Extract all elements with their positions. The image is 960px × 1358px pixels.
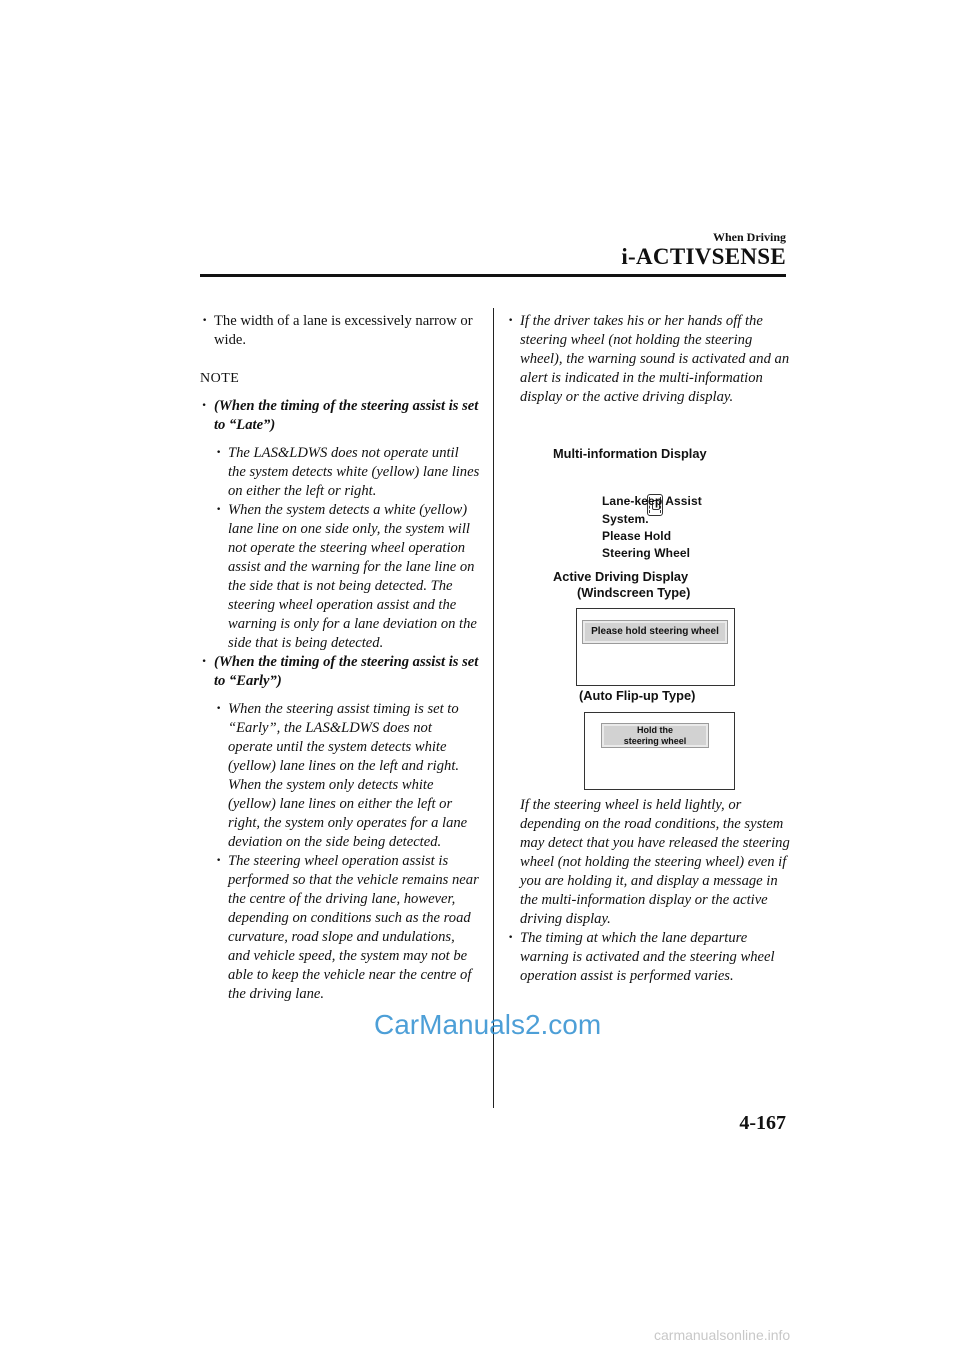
early-item-1: · When the steering assist timing is set to “Early”, the LAS&LDWS does not operate until the system detects white (yellow) lane lines on the left and right. When the system only detects white (yellow) lane lines on either the left or right, the system only operates for a lane deviation on the side being detected. [214, 700, 480, 852]
held-lightly-text: If the steering wheel is held lightly, or depending on the road conditions, the system may detect that you have released the steering wheel (not holding the steering wheel) even if you are holding it, and display a message in the multi-information display or the active driving display. [520, 797, 790, 927]
right-column-lower [506, 796, 791, 986]
windscreen-message: Please hold steering wheel [582, 620, 728, 644]
header-rule [200, 274, 786, 277]
chapter-title: i-ACTIVSENSE [621, 244, 786, 269]
watermark: CarManuals2.com [374, 1009, 602, 1040]
windscreen-display [576, 608, 735, 686]
section-label: When Driving [712, 230, 786, 244]
page-number: 4-167 [739, 1112, 786, 1134]
add-label: Active Driving Display [553, 569, 689, 584]
windscreen-label: (Windscreen Type) [577, 585, 691, 600]
early-heading: · (When the timing of the steering assist is set to “Early”) [200, 653, 480, 691]
flipup-message [601, 723, 709, 748]
site-watermark: carmanualsonline.info [654, 1327, 791, 1343]
flipup-line-2: steering wheel [623, 736, 687, 746]
hands-off-bullet: · If the driver takes his or her hands off the steering wheel (not holding the steering wheel), the warning sound is activated and an alert is indicated in the multi-information display or the active driving display. [506, 312, 791, 407]
late-heading: · (When the timing of the steering assist is set to “Late”) [200, 397, 480, 435]
lane-width-bullet: · The width of a lane is excessively narrow or wide. [200, 312, 480, 350]
mid-line-2: System. [602, 512, 649, 526]
late-item-1: · The LAS&LDWS does not operate until the system detects white (yellow) lane lines on either the left or right. [214, 444, 480, 501]
flipup-display [584, 712, 735, 790]
left-column [200, 312, 480, 1004]
late-item-2: · When the system detects a white (yellow) lane line on one side only, the system will not operate the steering wheel operation assist and the warning for the lane line on the side that is not being detected. The steering wheel operation assist and the warning is only for a lane deviation on the side that is being detected. [214, 501, 480, 653]
early-item-2: · The steering wheel operation assist is performed so that the vehicle remains near the centre of the driving lane, however, depending on conditions such as the road curvature, road slope and undulations, and vehicle speed, the system may not be able to keep the vehicle near the centre of the driving lane. [214, 852, 480, 1004]
timing-bullet: · The timing at which the lane departure warning is activated and the steering wheel operation assist is performed varies. [506, 929, 791, 986]
mid-line-3: Please Hold [602, 529, 672, 543]
mid-line-1: Lane-keep Assist [602, 494, 702, 508]
note-label: NOTE [200, 371, 240, 386]
right-column [506, 312, 791, 407]
mid-line-4: Steering Wheel [602, 546, 691, 560]
column-divider [493, 308, 494, 1108]
flipup-line-1: Hold the [637, 725, 673, 735]
mid-label: Multi-information Display [553, 446, 707, 461]
flipup-label: (Auto Flip-up Type) [579, 688, 696, 703]
